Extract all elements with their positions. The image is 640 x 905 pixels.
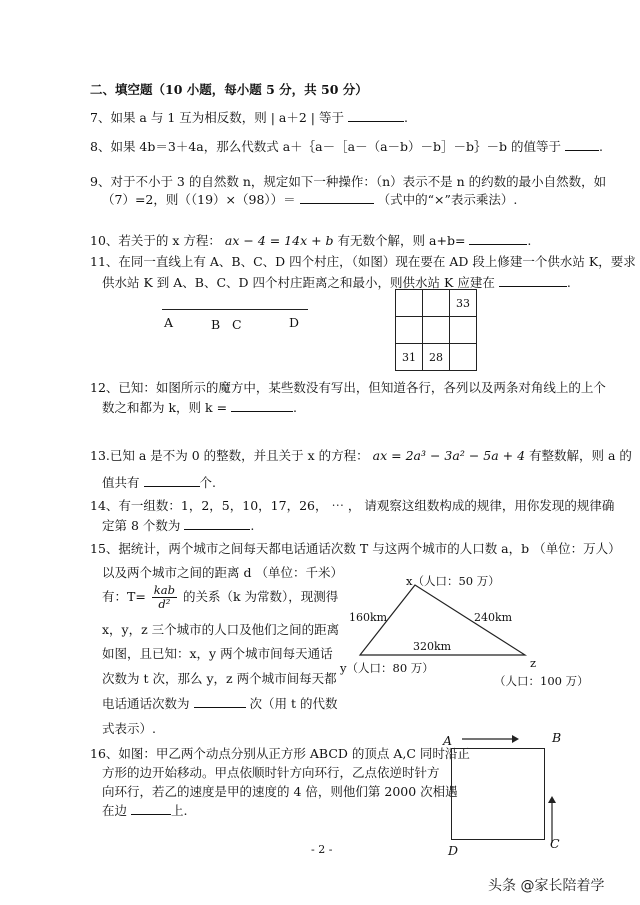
q7-answer-blank[interactable] — [348, 109, 404, 122]
village-b-label: B — [211, 317, 221, 332]
q10-equation: ax − 4 = 14x + b — [224, 233, 334, 248]
q15-line4: x，y，z 三个城市的人口及他们之间的距离 — [102, 622, 340, 637]
q15-line3a: 有：T= — [102, 589, 146, 604]
q15-frac-num: kab — [153, 583, 175, 597]
triangle-distance-yz: 320km — [413, 640, 452, 653]
village-a-label: A — [164, 315, 174, 330]
magic-cell — [395, 316, 423, 344]
q12-line1: 12、已知：如图所示的魔方中，某些数没有写出，但知道各行，各列以及两条对角线上的上个 — [90, 380, 606, 395]
q9-line2a: （7）=2，则（（19）×（98））＝ — [102, 192, 296, 207]
q15-frac-den: d² — [158, 597, 171, 611]
q13-line2: 值共有 — [102, 475, 140, 490]
q15-line7b: 次（用 t 的代数 — [249, 696, 338, 711]
triangle-label-x: x（人口：50 万） — [406, 574, 500, 588]
triangle-distance-xz: 240km — [474, 611, 513, 624]
q14-answer-blank[interactable] — [184, 517, 250, 530]
q9-line2b: （式中的“×”表示乘法）. — [377, 192, 518, 207]
page-number: - 2 - — [311, 843, 333, 856]
question-10 — [90, 231, 531, 249]
magic-cell: 28 — [422, 343, 450, 371]
q15-line2: 以及两个城市之间的距离 d （单位：千米） — [102, 565, 343, 580]
q12-answer-blank[interactable] — [231, 399, 293, 412]
q9-line1: 9、对于不小于 3 的自然数 n，规定如下一种操作：（n）表示不是 n 的约数的最小自然数，如 — [90, 174, 607, 189]
q15-line6: 次数为 t 次，那么 y，z 两个城市间每天都 — [102, 671, 337, 686]
q16-answer-blank[interactable] — [131, 802, 171, 815]
magic-cell — [395, 289, 423, 317]
question-11-line2 — [102, 273, 571, 291]
section-title: 二、填空题（10 小题，每小题 5 分，共 50 分） — [90, 82, 368, 97]
q16-line3: 向环行，若乙的速度是甲的速度的 4 倍，则他们第 2000 次相遇 — [102, 784, 458, 799]
q7-text: 7、如果 a 与 1 互为相反数，则 | a＋2 | 等于 — [90, 110, 344, 125]
question-15-line7 — [102, 694, 337, 712]
q10-rest: 有无数个解，则 a+b= — [333, 233, 466, 248]
square-vertex-d: D — [448, 843, 459, 858]
q15-answer-blank[interactable] — [194, 695, 246, 708]
q12-line2: 数之和都为 k，则 k = — [102, 400, 228, 415]
q13-equation: ax = 2a³ − 3a² − 5a + 4 — [372, 448, 526, 463]
square-vertex-b: B — [552, 730, 562, 745]
q8-end: . — [599, 139, 603, 154]
q14-line2: 定第 8 个数为 — [102, 518, 181, 533]
q10-end: . — [527, 233, 532, 248]
triangle-label-z: z — [530, 656, 537, 670]
magic-cell: 31 — [395, 343, 423, 371]
magic-cell — [422, 289, 450, 317]
q16-line4a: 在边 — [102, 803, 128, 818]
magic-cell — [422, 316, 450, 344]
q13-line1b: 有整数解，则 a 的 — [525, 448, 632, 463]
q15-line8: 式表示）. — [102, 721, 156, 736]
question-12-line2 — [102, 398, 297, 416]
q15-line5: 如图，且已知：x，y 两个城市间每天通话 — [102, 646, 333, 661]
q11-line2: 供水站 K 到 A、B、C、D 四个村庄距离之和最小，则供水站 K 应建在 — [102, 275, 495, 290]
question-15-formula-line — [102, 584, 338, 611]
magic-cell — [449, 316, 477, 344]
q13-line2b: 个. — [199, 475, 216, 490]
question-14-line2 — [102, 516, 254, 534]
question-8 — [90, 137, 603, 155]
question-16-line4 — [102, 801, 187, 819]
triangle-label-z-population: （人口：100 万） — [494, 674, 589, 688]
q9-answer-blank[interactable] — [300, 191, 374, 204]
q15-line7a: 电话通话次数为 — [102, 696, 190, 711]
q15-fraction — [152, 584, 177, 611]
q10-answer-blank[interactable] — [469, 232, 527, 245]
village-d-label: D — [289, 315, 300, 330]
q16-line4b: 上. — [171, 803, 188, 818]
q10-text: 10、若关于的 x 方程： — [90, 233, 221, 248]
square-vertex-c: C — [550, 836, 560, 851]
q16-line2: 方形的边开始移动。甲点依顺时针方向环行，乙点依逆时针方 — [102, 765, 440, 780]
q16-line1: 16、如图：甲乙两个动点分别从正方形 ABCD 的顶点 A,C 同时沿正 — [90, 746, 470, 761]
watermark: 头条 @家长陪着学 — [488, 878, 605, 894]
triangle-distance-xy: 160km — [349, 611, 388, 624]
village-c-label: C — [232, 317, 242, 332]
q15-line3b: 的关系（k 为常数），现测得 — [182, 589, 339, 604]
village-line — [162, 309, 308, 310]
arrow-right-icon — [460, 732, 520, 746]
triangle-label-y: y（人口：80 万） — [340, 661, 434, 675]
square-abcd — [451, 748, 545, 840]
question-9-line2 — [102, 190, 517, 208]
question-13-line2 — [102, 473, 216, 491]
q11-answer-blank[interactable] — [499, 274, 567, 287]
q13-answer-blank[interactable] — [144, 474, 200, 487]
magic-cell: 33 — [449, 289, 477, 317]
q15-line1: 15、据统计，两个城市之间每天都电话通话次数 T 与这两个城市的人口数 a，b （单位：万人） — [90, 541, 621, 556]
q8-answer-blank[interactable] — [565, 138, 599, 151]
square-vertex-a: A — [443, 733, 453, 748]
q14-end: . — [250, 518, 255, 533]
q13-line1a: 13.已知 a 是不为 0 的整数，并且关于 x 的方程： — [90, 448, 369, 463]
q11-end: . — [566, 275, 571, 290]
question-13-line1 — [90, 446, 632, 464]
question-7 — [90, 108, 408, 126]
q14-line1: 14、有一组数：1，2，5，10，17，26， ⋯ ， 请观察这组数构成的规律，用你发现的规律确 — [90, 498, 615, 513]
q11-line1: 11、在同一直线上有 A、B、C、D 四个村庄，（如图）现在要在 AD 段上修建一个供水站 K，要求 — [90, 254, 636, 269]
magic-cell — [449, 343, 477, 371]
q7-end: . — [403, 110, 408, 125]
q12-end: . — [293, 400, 298, 415]
q8-text: 8、如果 4b＝3＋4a，那么代数式 a＋｛a－［a－（a－b）－b］－b｝－b 的值等于 — [90, 139, 562, 154]
